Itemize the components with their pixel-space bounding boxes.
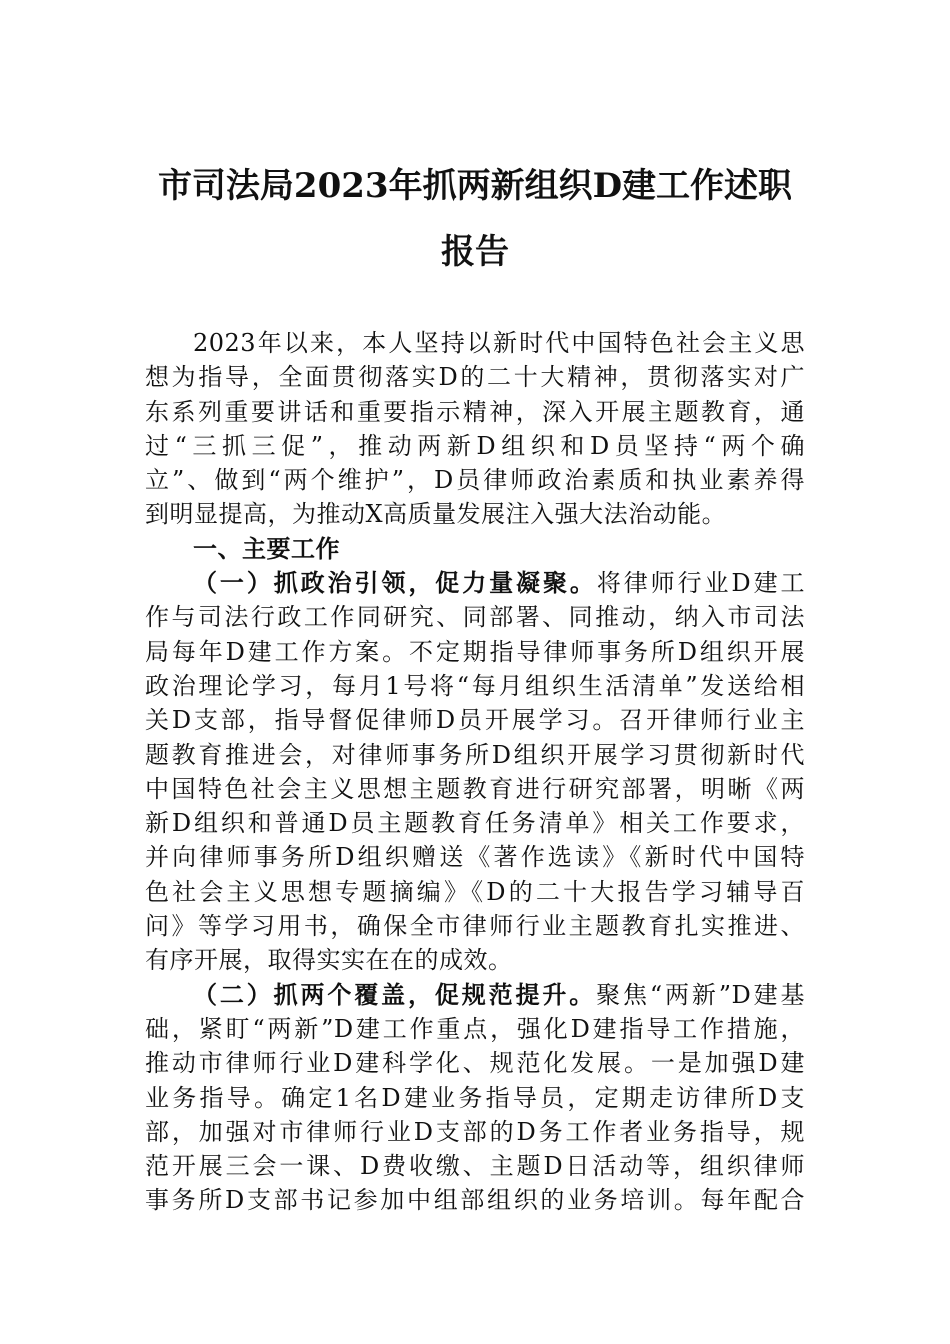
paragraph-2-line-11: 问》等学习用书，确保全市律师行业主题教育扎实推进、 [145,912,805,941]
section-heading: 一、主要工作 [193,533,340,563]
paragraph-1-line-5: 立”、做到“两个维护”，D员律师政治素质和执业素养得 [145,466,805,495]
paragraph-3-line-2: 础，紧盯“两新”D建工作重点，强化D建指导工作措施， [145,1014,805,1043]
paragraph-2-lead: （一）抓政治引领，促力量凝聚。 [193,568,597,598]
document-title-line-1: 市司法局2023年抓两新组织D建工作述职 [157,166,793,206]
document-title-line-2: 报告 [441,232,509,272]
paragraph-3-line-7: 事务所D支部书记参加中组部组织的业务培训。每年配合 [145,1186,805,1215]
paragraph-1-line-2: 想为指导，全面贯彻落实D的二十大精神，贯彻落实对广 [145,363,805,392]
paragraph-3-line-6: 范开展三会一课、D费收缴、主题D日活动等，组织律师 [145,1152,805,1181]
paragraph-3-line-1 [145,978,805,1012]
paragraph-2-line-10: 色社会主义思想专题摘编》《D的二十大报告学习辅导百 [145,877,805,906]
paragraph-3-line-5: 部，加强对市律师行业D支部的D务工作者业务指导，规 [145,1117,805,1146]
paragraph-3-line-4: 业务指导。确定1名D建业务指导员，定期走访律所D支 [145,1083,805,1112]
paragraph-2-line-7: 中国特色社会主义思想主题教育进行研究部署，明晰《两 [145,774,805,803]
paragraph-1-line-1: 2023年以来，本人坚持以新时代中国特色社会主义思 [193,329,805,357]
paragraph-3-line-1-text: 聚焦“两新”D建基 [596,980,805,1009]
paragraph-2-line-1 [145,566,805,600]
paragraph-2-line-4: 政治理论学习，每月1号将“每月组织生活清单”发送给相 [145,671,805,700]
paragraph-2-line-9: 并向律师事务所D组织赠送《著作选读》《新时代中国特 [145,843,805,872]
paragraph-2-line-6: 题教育推进会，对律师事务所D组织开展学习贯彻新时代 [145,740,805,769]
paragraph-2-line-5: 关D支部，指导督促律师D员开展学习。召开律师行业主 [145,706,805,735]
paragraph-1-line-6: 到明显提高，为推动X高质量发展注入强大法治动能。 [145,500,727,529]
paragraph-2-line-1-text: 将律师行业D建工 [596,569,805,598]
paragraph-3-line-3: 推动市律师行业D建科学化、规范化发展。一是加强D建 [145,1049,805,1078]
paragraph-1-line-4: 过“三抓三促”，推动两新D组织和D员坚持“两个确 [145,431,805,460]
paragraph-1-line-3: 东系列重要讲话和重要指示精神，深入开展主题教育，通 [145,397,805,426]
document-body [145,326,805,1218]
paragraph-3-lead: （二）抓两个覆盖，促规范提升。 [193,979,597,1009]
paragraph-2-line-12: 有序开展，取得实实在在的成效。 [145,946,513,975]
paragraph-2-line-2: 作与司法行政工作同研究、同部署、同推动，纳入市司法 [145,603,805,632]
paragraph-2-line-8: 新D组织和普通D员主题教育任务清单》相关工作要求， [145,809,805,838]
paragraph-2-line-3: 局每年D建工作方案。不定期指导律师事务所D组织开展 [145,637,805,666]
